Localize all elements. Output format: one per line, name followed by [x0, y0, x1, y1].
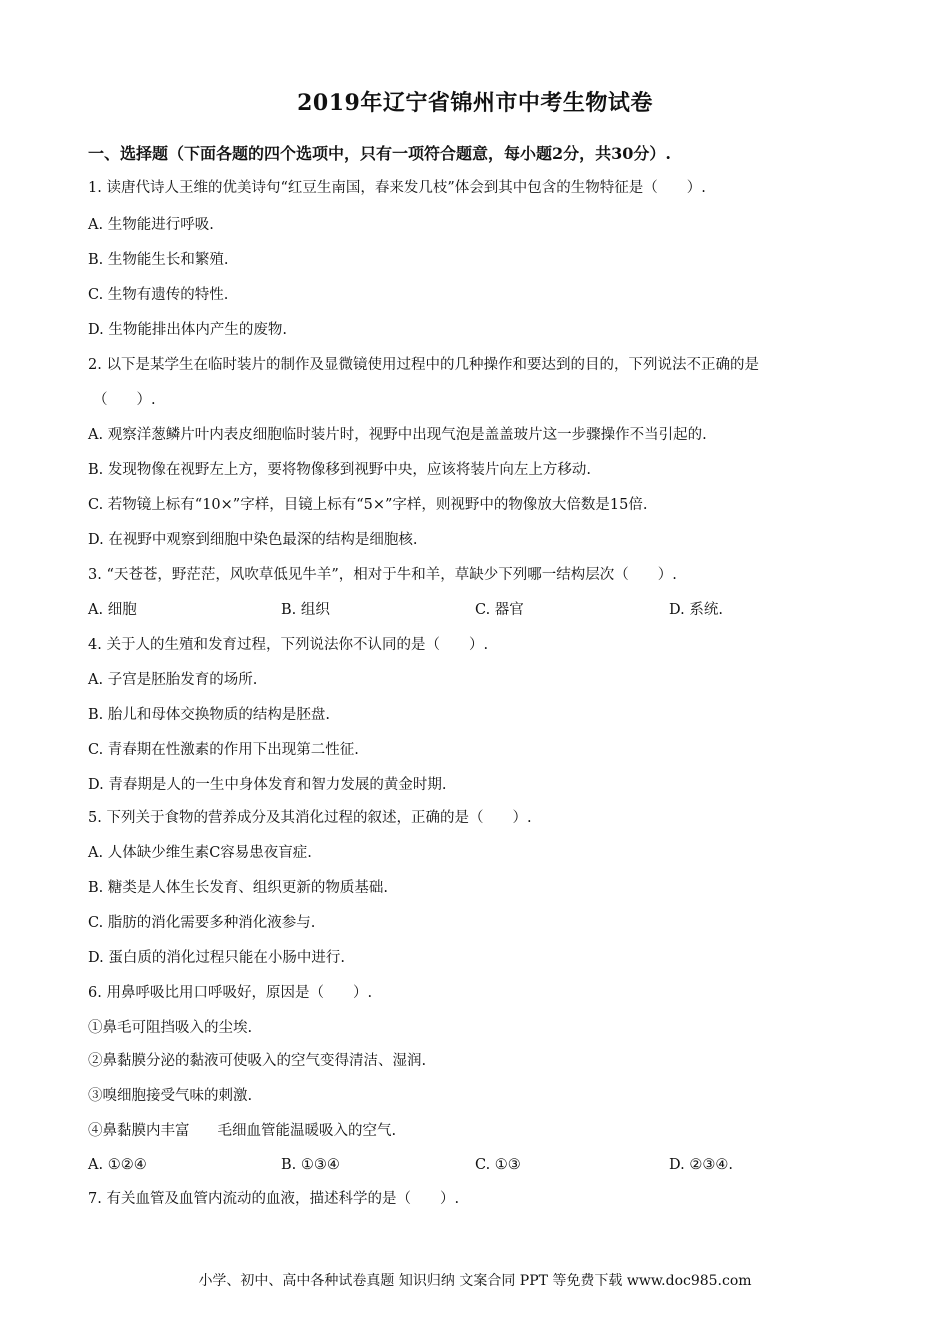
q6-option-b: B. ①③④: [281, 1157, 340, 1173]
q3-option-b: B. 组织: [281, 602, 330, 618]
q1-option-b: B. 生物能生长和繁殖.: [88, 252, 229, 268]
q5-option-a: A. 人体缺少维生素C容易患夜盲症.: [88, 845, 312, 861]
q6-option-d: D. ②③④.: [669, 1157, 733, 1173]
q6-option-c: C. ①③: [475, 1157, 521, 1173]
q5-option-b: B. 糖类是人体生长发育、组织更新的物质基础.: [88, 880, 388, 896]
q7-stem: 7. 有关血管及血管内流动的血液，描述科学的是（ ）.: [88, 1191, 460, 1207]
q4-option-d: D. 青春期是人的一生中身体发育和智力发展的黄金时期.: [88, 777, 447, 793]
q6-item-4-part-2: 毛细血管能温暖吸入的空气.: [217, 1123, 397, 1139]
page-title: 2019年辽宁省锦州市中考生物试卷: [297, 90, 653, 116]
q5-option-d: D. 蛋白质的消化过程只能在小肠中进行.: [88, 950, 345, 966]
section-heading: 一、选择题（下面各题的四个选项中，只有一项符合题意，每小题2分，共30分）.: [88, 144, 671, 163]
q4-stem: 4. 关于人的生殖和发育过程，下列说法你不认同的是（ ）.: [88, 637, 489, 653]
q1-option-c: C. 生物有遗传的特性.: [88, 287, 229, 303]
q6-option-a: A. ①②④: [88, 1157, 147, 1173]
q2-option-c: C. 若物镜上标有“10×”字样，目镜上标有“5×”字样，则视野中的物像放大倍数是15倍.: [88, 497, 648, 513]
q2-option-b: B. 发现物像在视野左上方，要将物像移到视野中央，应该将装片向左上方移动.: [88, 462, 591, 478]
q6-item-4: [88, 1121, 396, 1141]
q2-stem: 2. 以下是某学生在临时装片的制作及显微镜使用过程中的几种操作和要达到的目的，下列说法不正确的是: [88, 357, 759, 373]
q2-option-a: A. 观察洋葱鳞片叶内表皮细胞临时装片时，视野中出现气泡是盖盖玻片这一步骤操作不当引起的.: [88, 427, 707, 443]
q6-item-1: ①鼻毛可阻挡吸入的尘埃.: [88, 1020, 253, 1036]
q1-stem: 1. 读唐代诗人王维的优美诗句“红豆生南国，春来发几枝”体会到其中包含的生物特征是（ ）.: [88, 180, 706, 196]
q2-option-d: D. 在视野中观察到细胞中染色最深的结构是细胞核.: [88, 532, 418, 548]
q4-option-b: B. 胎儿和母体交换物质的结构是胚盘.: [88, 707, 330, 723]
q3-option-c: C. 器官: [475, 602, 524, 618]
q6-item-2: ②鼻黏膜分泌的黏液可使吸入的空气变得清洁、湿润.: [88, 1053, 427, 1069]
q5-option-c: C. 脂肪的消化需要多种消化液参与.: [88, 915, 316, 931]
q3-option-a: A. 细胞: [88, 602, 137, 618]
q5-stem: 5. 下列关于食物的营养成分及其消化过程的叙述，正确的是（ ）.: [88, 810, 532, 826]
q1-option-d: D. 生物能排出体内产生的废物.: [88, 322, 287, 338]
q3-option-d: D. 系统.: [669, 602, 723, 618]
q4-option-c: C. 青春期在性激素的作用下出现第二性征.: [88, 742, 359, 758]
q1-option-a: A. 生物能进行呼吸.: [88, 217, 214, 233]
q6-item-4-part-1: ④鼻黏膜内丰富: [88, 1123, 190, 1139]
q3-stem: 3. “天苍苍，野茫茫，风吹草低见牛羊”，相对于牛和羊，草缺少下列哪一结构层次（ ）.: [88, 567, 677, 583]
q6-stem: 6. 用鼻呼吸比用口呼吸好，原因是（ ）.: [88, 985, 373, 1001]
q2-stem-continuation: （ ）.: [93, 392, 156, 408]
q4-option-a: A. 子宫是胚胎发育的场所.: [88, 672, 258, 688]
page-footer: 小学、初中、高中各种试卷真题 知识归纳 文案合同 PPT 等免费下载 www.doc985.com: [198, 1273, 752, 1289]
q6-item-3: ③嗅细胞接受气味的刺激.: [88, 1088, 253, 1104]
